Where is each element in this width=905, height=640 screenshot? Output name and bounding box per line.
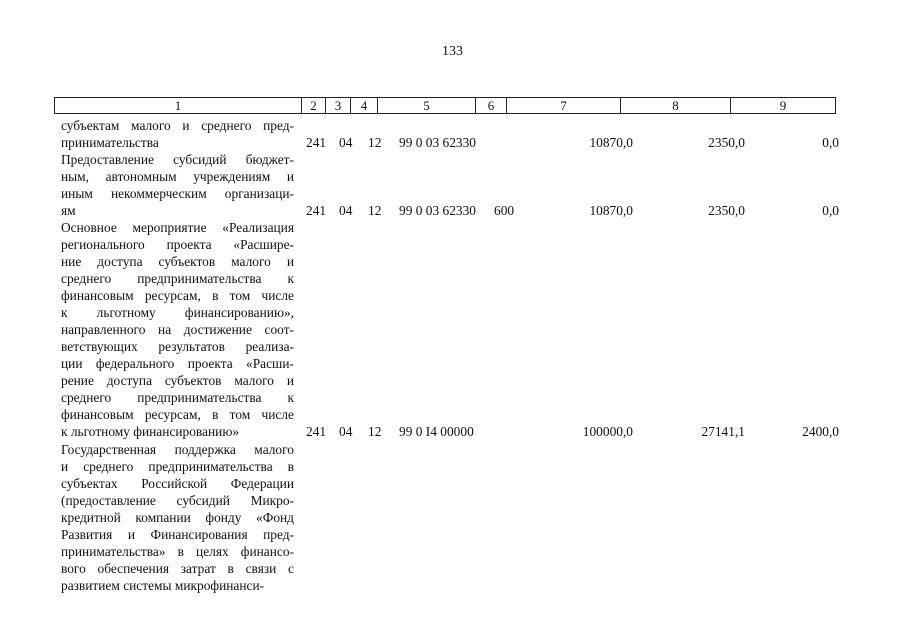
- description-line: иным некоммерческим организаци-: [61, 186, 294, 201]
- description-line: финансовым ресурсам, в том числе: [61, 407, 294, 422]
- cell-c4: 12: [368, 203, 382, 218]
- description-line: вого обеспечения затрат в связи с: [61, 561, 294, 576]
- cell-c5: 99 0 03 62330: [399, 135, 476, 150]
- cell-c6: 600: [494, 203, 515, 218]
- description-line: к льготному финансированию»: [61, 424, 240, 439]
- cell-c9: 2400,0: [802, 424, 839, 439]
- cell-c5: 99 0 I4 00000: [399, 424, 474, 439]
- header-col-4: 4: [351, 98, 378, 113]
- description-line: регионального проекта «Расшире-: [61, 237, 294, 252]
- description-line: финансовым ресурсам, в том числе: [61, 288, 294, 303]
- description-line: рение доступа субъектов малого и: [61, 373, 294, 388]
- cell-c7: 100000,0: [582, 424, 633, 439]
- description-line: к льготному финансированию»,: [61, 305, 294, 320]
- header-col-6: 6: [476, 98, 507, 113]
- row-description: [61, 220, 294, 441]
- header-col-9: 9: [779, 98, 787, 113]
- description-line: ние доступа субъектов малого и: [61, 254, 294, 269]
- cell-c3: 04: [339, 135, 353, 150]
- header-col-2: 2: [302, 98, 326, 113]
- description-line: направленного на достижение соот-: [61, 322, 294, 337]
- description-line: субъектам малого и среднего пред-: [61, 118, 294, 133]
- page-number: 133: [442, 44, 463, 59]
- description-line: среднего предпринимательства к: [61, 390, 294, 405]
- description-line: принимательства: [61, 135, 159, 150]
- header-col-5: 5: [378, 98, 476, 113]
- cell-c5: 99 0 03 62330: [399, 203, 476, 218]
- header-col-3: 3: [326, 98, 351, 113]
- description-line: Предоставление субсидий бюджет-: [61, 152, 294, 167]
- cell-c7: 10870,0: [589, 203, 633, 218]
- cell-c9: 0,0: [822, 203, 839, 218]
- cell-c3: 04: [339, 203, 353, 218]
- row-description: [61, 152, 294, 220]
- description-line: ям: [61, 203, 76, 218]
- cell-c8: 27141,1: [701, 424, 745, 439]
- cell-c2: 241: [306, 135, 327, 150]
- row-description: [61, 442, 294, 595]
- cell-c4: 12: [368, 135, 382, 150]
- description-line: Государственная поддержка малого: [61, 442, 294, 457]
- cell-c2: 241: [306, 424, 327, 439]
- header-col-1: 1: [55, 98, 302, 113]
- cell-c9: 0,0: [822, 135, 839, 150]
- description-line: (предоставление субсидий Микро-: [61, 493, 294, 508]
- description-line: ветствующих результатов реализа-: [61, 339, 294, 354]
- description-line: кредитной компании фонду «Фонд: [61, 510, 294, 525]
- cell-c8: 2350,0: [708, 135, 745, 150]
- description-line: Основное мероприятие «Реализация: [61, 220, 294, 235]
- table-header: [54, 97, 836, 114]
- description-line: принимательства» в целях финансо-: [61, 544, 294, 559]
- cell-c3: 04: [339, 424, 353, 439]
- row-description: [61, 118, 294, 152]
- description-line: развитием системы микрофинанси-: [61, 578, 265, 593]
- cell-c2: 241: [306, 203, 327, 218]
- header-col-8: 8: [621, 98, 731, 113]
- cell-c8: 2350,0: [708, 203, 745, 218]
- description-line: Развития и Финансирования пред-: [61, 527, 294, 542]
- description-line: и среднего предпринимательства в: [61, 459, 294, 474]
- description-line: субъектах Российской Федерации: [61, 476, 294, 491]
- cell-c4: 12: [368, 424, 382, 439]
- description-line: ным, автономным учреждениям и: [61, 169, 294, 184]
- header-col-7: 7: [507, 98, 621, 113]
- description-line: среднего предпринимательства к: [61, 271, 294, 286]
- description-line: ции федерального проекта «Расши-: [61, 356, 294, 371]
- cell-c7: 10870,0: [589, 135, 633, 150]
